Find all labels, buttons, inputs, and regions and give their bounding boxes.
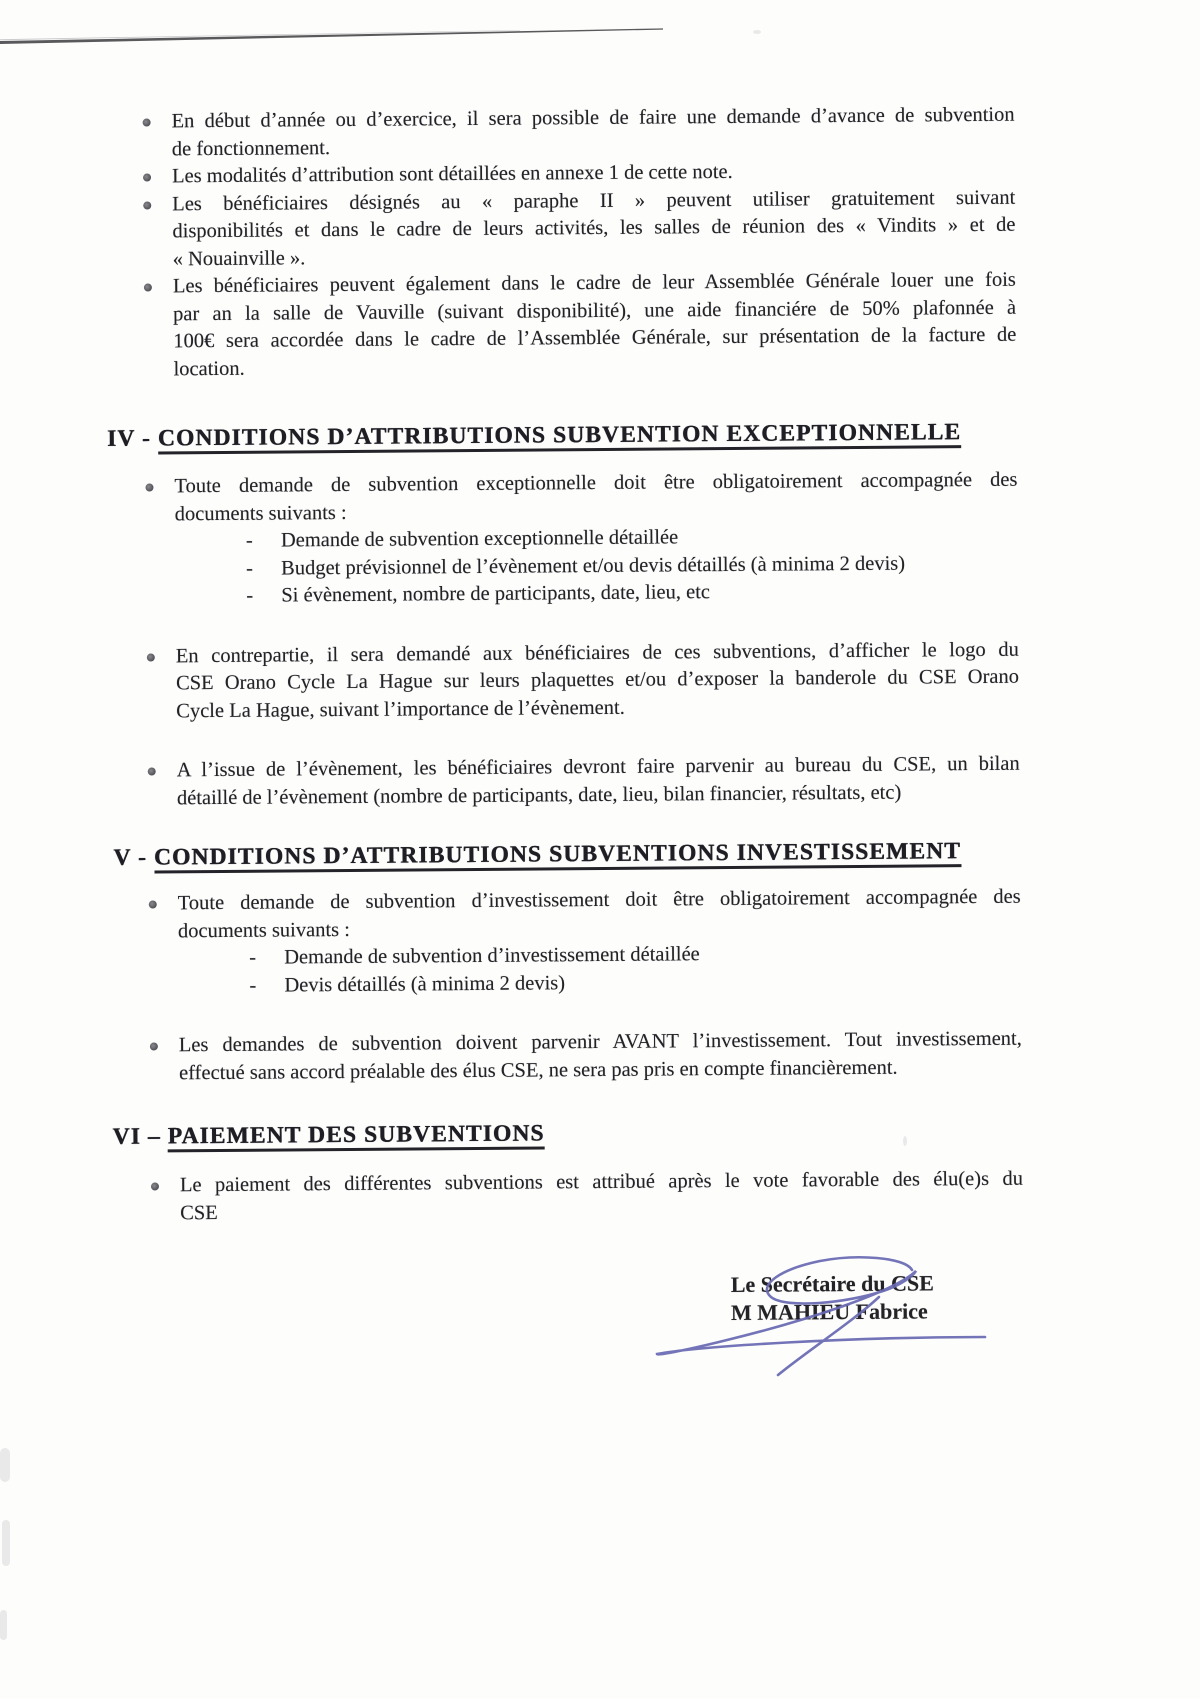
text-line: Les demandes de subvention doivent parvenir AVANT l’investissement. Tout investissement, xyxy=(178,1027,1022,1057)
text-line: Toute demande de subvention exceptionnelle doit être obligatoirement accompagnée des xyxy=(174,468,1018,498)
text: Demande de subvention exceptionnelle détaillée xyxy=(280,526,679,552)
text-line: par an la salle de Vauville (suivant disponibilité), une aide financiére de 50% plafonnée à xyxy=(173,296,1017,325)
heading-numeral: VI – xyxy=(112,1123,168,1150)
text-line: A l’issue de l’évènement, les bénéficiaires devront faire parvenir au bureau du CSE, un bilan xyxy=(176,752,1020,782)
bullet-icon xyxy=(151,1182,159,1190)
text-line: Les modalités d’attribution sont détaillées en annexe 1 de cette note. xyxy=(171,160,733,188)
signature-name: M MAHIEU Fabrice xyxy=(730,1297,928,1325)
text: Devis détaillés (à minima 2 devis) xyxy=(284,971,566,996)
heading-vi xyxy=(112,1113,1200,1152)
text-line: Les bénéficiaires peuvent également dans le cadre de leur Assemblée Générale louer une fois xyxy=(172,268,1016,298)
bullet-icon xyxy=(143,174,151,182)
bullet-item xyxy=(173,267,1017,384)
text-line: détaillé de l’évènement (nombre de participants, date, lieu, bilan financier, résultats, etc) xyxy=(176,781,902,809)
text-line: 100€ sera accordée dans le cadre de l’Assemblée Générale, sur présentation de la facture de xyxy=(173,323,1017,353)
bullet-icon xyxy=(144,283,152,291)
text-line: CSE Orano Cycle La Hague sur leurs plaquettes et/ou d’exposer la banderole du CSE Orano xyxy=(175,665,1020,695)
heading-title: CONDITIONS D’ATTRIBUTIONS SUBVENTIONS INVESTISSEMENT xyxy=(154,838,961,873)
signature-role: Le Secrétaire du CSE xyxy=(730,1270,934,1297)
bullet-item xyxy=(179,1026,1022,1088)
dash-icon: - xyxy=(246,557,254,580)
bullet-icon xyxy=(147,653,155,661)
scan-noise xyxy=(0,1448,10,1482)
dash-sub-item xyxy=(178,966,1021,1000)
bullet-item xyxy=(178,884,1021,946)
heading-title: PAIEMENT DES SUBVENTIONS xyxy=(168,1120,545,1152)
bullet-item xyxy=(171,102,1014,164)
heading-numeral: IV - xyxy=(106,425,158,452)
bullet-icon xyxy=(148,767,156,775)
text-line: de fonctionnement. xyxy=(171,136,331,160)
heading-v xyxy=(113,834,1200,873)
scan-artifact-line xyxy=(0,0,1200,60)
bullet-item xyxy=(176,636,1020,725)
dash-sub-item xyxy=(175,577,1018,611)
dash-icon: - xyxy=(245,529,253,552)
heading-numeral: V - xyxy=(113,844,155,871)
scan-noise xyxy=(0,1610,7,1640)
text-line: En contrepartie, il sera demandé aux bénéficiaires de ces subventions, d’afficher le logo du xyxy=(175,638,1019,667)
dash-icon: - xyxy=(249,946,257,969)
scan-noise xyxy=(903,1136,907,1146)
bullet-item xyxy=(180,1166,1023,1228)
dash-icon: - xyxy=(246,584,254,607)
bullet-icon xyxy=(143,201,151,209)
text-line: effectué sans accord préalable des élus CSE, ne sera pas pris en compte financièrement. xyxy=(178,1056,898,1084)
bullet-icon xyxy=(145,483,153,491)
text-line: CSE xyxy=(180,1201,218,1224)
text-line xyxy=(246,577,1018,611)
text-line: Cycle La Hague, suivant l’importance de l’évènement. xyxy=(176,696,625,722)
bullet-icon xyxy=(143,119,151,127)
heading-title: CONDITIONS D’ATTRIBUTIONS SUBVENTION EXCEPTIONNELLE xyxy=(158,419,961,454)
text-line: disponibilités et dans le cadre de leurs activités, les salles de réunion des « Vindits » et de xyxy=(172,213,1016,243)
bullet-icon xyxy=(150,1042,158,1050)
bullet-icon xyxy=(149,900,157,908)
scan-noise xyxy=(753,30,761,34)
text-line: Le paiement des différentes subventions est attribué après le vote favorable des élu(e)s du xyxy=(179,1167,1024,1197)
text-line: « Nouainville ». xyxy=(172,246,306,270)
scan-noise xyxy=(2,1520,10,1566)
text: Demande de subvention d’investissement détaillée xyxy=(284,943,700,969)
document-body xyxy=(0,100,1200,1331)
text-line: documents suivants : xyxy=(174,501,347,525)
text-line: Toute demande de subvention d’investissement doit être obligatoirement accompagnée des xyxy=(177,885,1021,915)
text-line: En début d’année ou d’exercice, il sera possible de faire une demande d’avance de subvention xyxy=(171,103,1015,133)
signature-block xyxy=(731,1268,1151,1326)
bullet-item xyxy=(172,184,1016,273)
bullet-item xyxy=(177,751,1020,813)
heading-iv xyxy=(107,415,1197,454)
bullet-item xyxy=(174,467,1017,529)
text-line: location. xyxy=(173,357,245,380)
text-line: Les bénéficiaires désignés au « paraphe II » peuvent utiliser gratuitement suivant xyxy=(172,186,1016,215)
text-line: documents suivants : xyxy=(177,918,351,942)
text: Budget prévisionnel de l’évènement et/ou devis détaillés (à minima 2 devis) xyxy=(281,552,906,579)
text-line xyxy=(249,966,1021,1000)
text: Si évènement, nombre de participants, date, lieu, etc xyxy=(281,581,711,607)
dash-icon: - xyxy=(249,974,257,997)
